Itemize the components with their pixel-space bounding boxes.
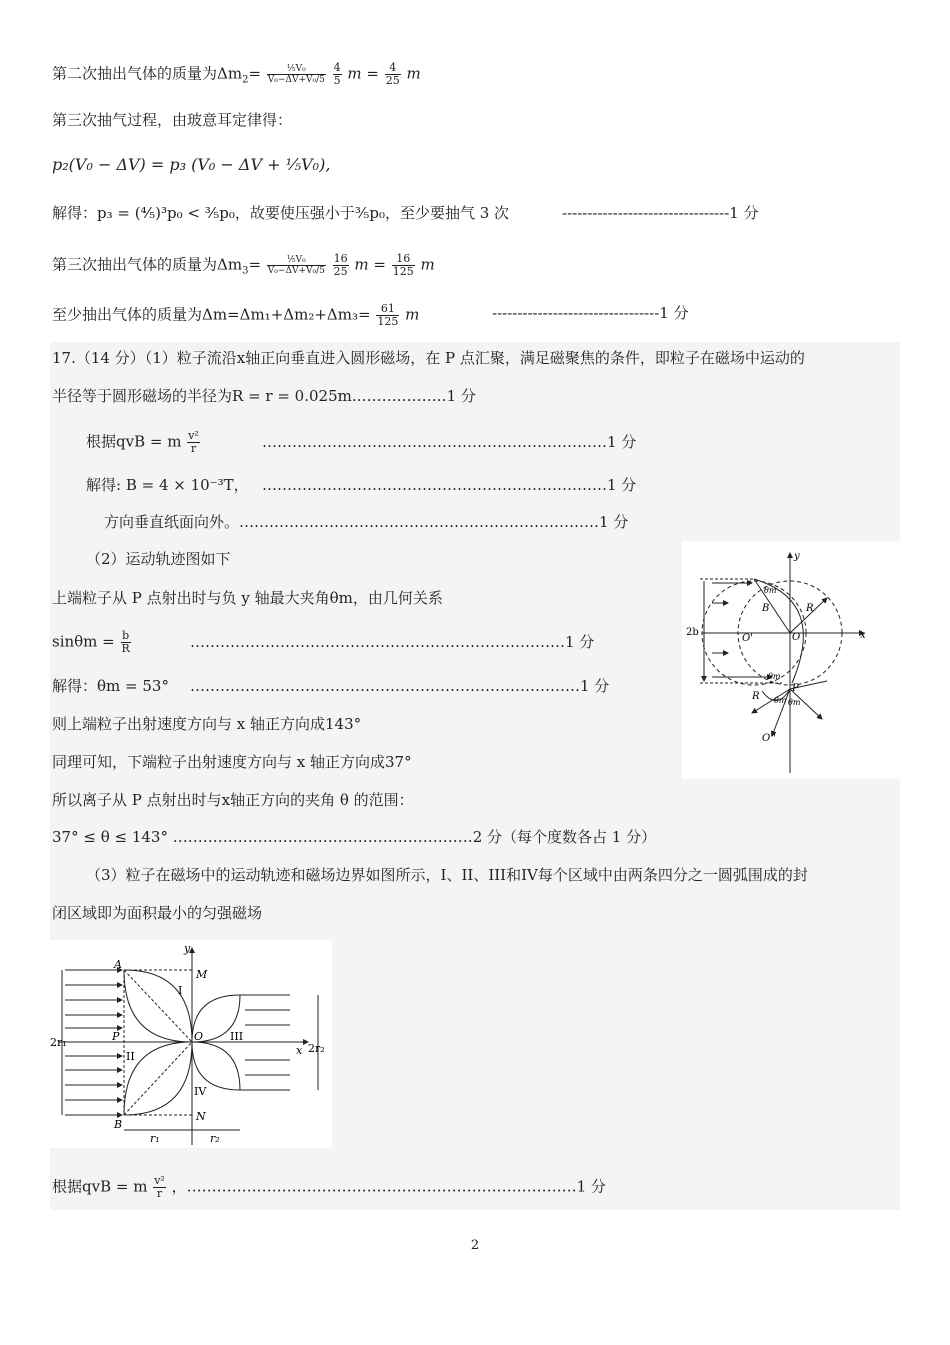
2r2-label: 2r₂ bbox=[308, 1042, 325, 1055]
text-line: 第二次抽出气体的质量为$\Delta m_2=$ $\frac{\text{⅕V₀}}{\text{V₀−ΔV+V₀/5}}$ $\frac{4}{5}$ m = $\frac{4}{25}$ m bbox=[52, 61, 421, 87]
b-label: B bbox=[762, 603, 770, 614]
text-line: 上端粒子从 P 点射出时与负 y 轴最大夹角θm，由几何关系 bbox=[52, 589, 443, 607]
fraction: $\frac{b}{R}$ bbox=[121, 629, 130, 655]
point-p-label: P bbox=[112, 1030, 120, 1043]
score-dots: ---------------------------------1 分 bbox=[492, 304, 689, 322]
text-line: 半径等于圆形磁场的半径为R = r = 0.025m.………………1 分 bbox=[52, 387, 476, 405]
point-p-label: P bbox=[792, 683, 799, 694]
fraction: $\frac{4}{5}$ bbox=[333, 61, 341, 87]
text-line: （2）运动轨迹图如下 bbox=[86, 550, 231, 568]
radius-label-2: R bbox=[752, 691, 760, 702]
fraction: $\frac{\text{v²}}{r}$ bbox=[154, 1174, 165, 1200]
region-iv-label: IV bbox=[194, 1085, 207, 1098]
radius-label: R bbox=[806, 603, 814, 614]
question-17-line: 17.（14 分）（1）粒子流沿x轴正向垂直进入圆形磁场，在 P 点汇聚，满足磁聚焦的条件，即粒子在磁场中运动的 bbox=[52, 349, 805, 367]
fraction: $\frac{\text{⅕V₀}}{\text{V₀−ΔV+V₀/5}}$ bbox=[267, 255, 325, 276]
point-b-label: B bbox=[114, 1118, 123, 1131]
fraction: $\frac{\text{⅕V₀}}{\text{V₀−ΔV+V₀/5}}$ bbox=[267, 64, 325, 85]
text-line: 解得：θm = 53° bbox=[52, 677, 169, 695]
text-line: sinθm = $\frac{b}{R}$ bbox=[52, 629, 130, 655]
origin-label: O bbox=[194, 1030, 204, 1043]
fraction: $\frac{16}{125}$ bbox=[392, 252, 414, 278]
score-dots: ……………………………………………………………1 分 bbox=[262, 433, 637, 451]
2b-label: 2b bbox=[686, 627, 699, 638]
text-line: 第三次抽出气体的质量为$\Delta m_3=$ $\frac{\text{⅕V₀}}{\text{V₀−ΔV+V₀/5}}$ $\frac{16}{25}$ m = $\frac{16}{125}$ m bbox=[52, 252, 435, 278]
theta-label: θm bbox=[774, 696, 787, 705]
trajectory-figure bbox=[682, 541, 900, 779]
r2-label: r₂ bbox=[210, 1132, 220, 1145]
text-line: 根据qvB = m $\frac{\text{v²}}{r}$ bbox=[86, 429, 199, 455]
formula-line: p₂(V₀ − ΔV) = p₃ (V₀ − ΔV + ⅕V₀), bbox=[52, 155, 331, 174]
score-dots: ---------------------------------1 分 bbox=[562, 204, 759, 222]
y-axis-label: y bbox=[184, 942, 191, 955]
text-line: 同理可知，下端粒子出射速度方向与 x 轴正方向成37° bbox=[52, 753, 412, 771]
score-dots: …………………………………………………………………1 分 bbox=[190, 633, 595, 651]
region-ii-label: II bbox=[126, 1050, 135, 1063]
text-line: 所以离子从 P 点射出时与x轴正方向的夹角 θ 的范围： bbox=[52, 791, 414, 809]
page-number: 2 bbox=[470, 1238, 480, 1253]
theta-label: θm bbox=[768, 672, 781, 681]
score-dots: ……………………………………………………………………1 分 bbox=[190, 677, 610, 695]
x-axis-label: x bbox=[860, 630, 866, 641]
fraction: $\frac{4}{25}$ bbox=[385, 61, 400, 87]
region-i-label: I bbox=[178, 984, 183, 997]
text-line: 根据qvB = m $\frac{\text{v²}}{r}$ ，……………………………………………………………………1 分 bbox=[52, 1174, 606, 1200]
text-line: 闭区域即为面积最小的匀强磁场 bbox=[52, 904, 263, 922]
point-a-label: A bbox=[114, 958, 122, 971]
text-line: 第三次抽气过程，由玻意耳定律得： bbox=[52, 111, 293, 129]
score-dots: ……………………………………………………………1 分 bbox=[262, 476, 637, 494]
text-line: 至少抽出气体的质量为Δm=Δm₁+Δm₂+Δm₃= $\frac{61}{125}$ m bbox=[52, 302, 420, 328]
r1-label: r₁ bbox=[150, 1132, 160, 1145]
x-axis-label: x bbox=[296, 1044, 303, 1057]
text-line: 解得：p₃ = (⁴⁄₅)³p₀ < ³⁄₅p₀，故要使压强小于³⁄₅p₀，至少要抽气 3 次 bbox=[52, 204, 510, 222]
o-prime-label: O' bbox=[742, 633, 753, 644]
text-line: 37° ≤ θ ≤ 143° ……………………………………………………2 分（每个度数各占 1 分） bbox=[52, 828, 657, 846]
theta-label: θm bbox=[764, 586, 777, 595]
o-double-prime-label: O'' bbox=[762, 733, 776, 744]
point-n-label: N bbox=[196, 1110, 206, 1123]
theta-label: θm bbox=[788, 698, 801, 707]
text-line: 方向垂直纸面向外。………………………………………………………………1 分 bbox=[104, 513, 629, 531]
y-axis-label: y bbox=[794, 551, 800, 562]
text-line: 则上端粒子出射速度方向与 x 轴正方向成143° bbox=[52, 715, 362, 733]
text-line: （3）粒子在磁场中的运动轨迹和磁场边界如图所示，I、II、III和IV每个区域中由两条四分之一圆弧围成的封 bbox=[86, 866, 808, 884]
region-iii-label: III bbox=[230, 1030, 244, 1043]
point-m-label: M bbox=[196, 968, 208, 981]
origin-label: O bbox=[792, 632, 801, 643]
text-line: 解得: B = 4 × 10⁻³T， bbox=[86, 476, 249, 494]
fraction: $\frac{\text{v²}}{r}$ bbox=[188, 429, 199, 455]
fraction: $\frac{61}{125}$ bbox=[377, 302, 399, 328]
magnetic-region-figure bbox=[50, 940, 332, 1148]
fraction: $\frac{16}{25}$ bbox=[333, 252, 348, 278]
2r1-label: 2r₁ bbox=[50, 1036, 67, 1049]
